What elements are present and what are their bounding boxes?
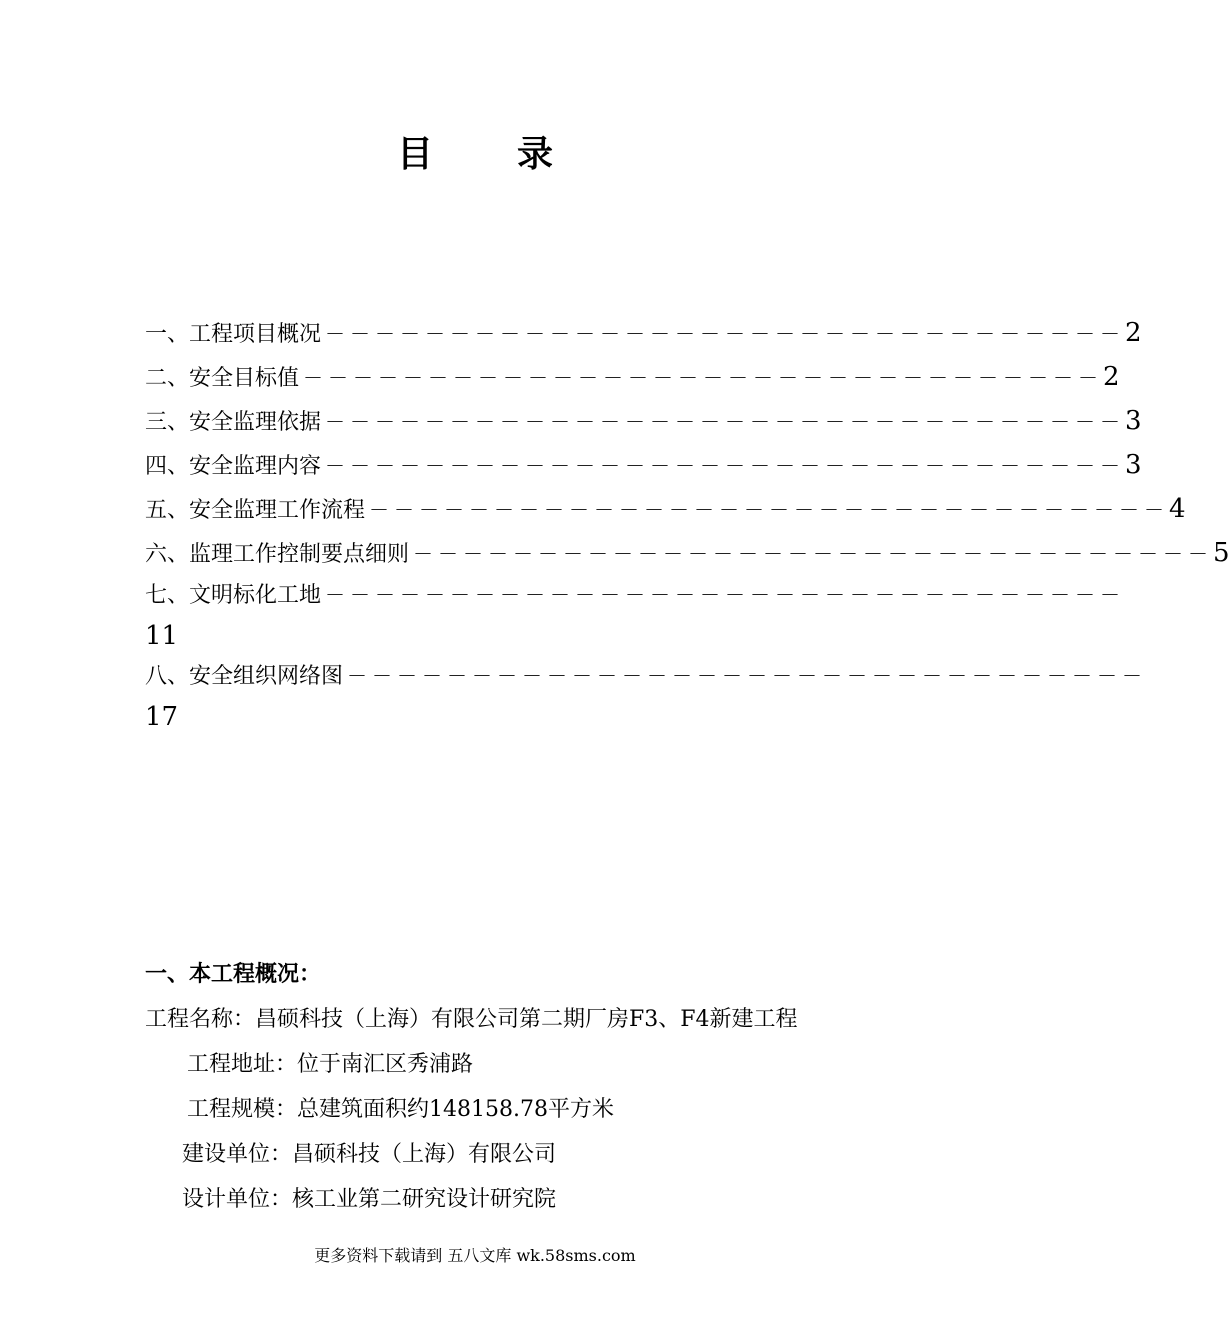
- toc-entry-leader: －－－－－－－－－－－－－－－－－－－－－－－－－－－－－－－－: [369, 498, 1170, 522]
- toc-entry-label: 一、工程项目概况: [145, 322, 322, 347]
- project-scale-line: 工程规模：总建筑面积约148158.78平方米: [187, 1097, 614, 1122]
- toc-entry-label: 二、安全目标值: [145, 366, 300, 391]
- toc-entry[interactable]: [145, 356, 1120, 400]
- toc-entry[interactable]: [145, 576, 1126, 615]
- toc-entry-label: 三、安全监理依据: [145, 410, 322, 435]
- toc-entry[interactable]: [145, 400, 1142, 444]
- toc-entry-leader: －－－－－－－－－－－－－－－－－－－－－－－－－－－－－－－－: [325, 322, 1126, 346]
- toc-entry-page: 3: [1125, 406, 1142, 436]
- designer-line: 设计单位：核工业第二研究设计研究院: [182, 1187, 557, 1212]
- toc-title: [0, 126, 950, 177]
- toc-entry-label: 七、文明标化工地: [145, 583, 322, 608]
- toc-entry-leader: －－－－－－－－－－－－－－－－－－－－－－－－－－－－－－－－: [347, 664, 1148, 688]
- toc-entry-leader: －－－－－－－－－－－－－－－－－－－－－－－－－－－－－－－－: [303, 366, 1104, 390]
- toc-entry-leader: －－－－－－－－－－－－－－－－－－－－－－－－－－－－－－－－: [413, 542, 1214, 566]
- toc-title-char-1: 目: [396, 133, 433, 175]
- client-line: 建设单位：昌硕科技（上海）有限公司: [182, 1142, 557, 1167]
- toc-entry-label: 六、监理工作控制要点细则: [145, 542, 410, 567]
- toc-title-char-2: 录: [517, 133, 554, 175]
- toc-entry-leader: －－－－－－－－－－－－－－－－－－－－－－－－－－－－－－－－: [325, 454, 1126, 478]
- toc-entry-page: 4: [1169, 494, 1186, 524]
- toc-entry[interactable]: [145, 488, 1186, 532]
- toc-entry-page: 3: [1125, 450, 1142, 480]
- toc-entry-page: 11: [145, 621, 179, 651]
- toc-entry-leader: －－－－－－－－－－－－－－－－－－－－－－－－－－－－－－－－: [325, 410, 1126, 434]
- toc-entry[interactable]: [145, 657, 1148, 696]
- project-address-line: 工程地址：位于南汇区秀浦路: [187, 1052, 474, 1077]
- project-overview-section: [145, 952, 825, 1222]
- toc-entry-label: 八、安全组织网络图: [145, 664, 344, 689]
- page-footer: 更多资料下载请到 五八文库 wk.58sms.com: [314, 1246, 636, 1265]
- toc-entry-page: 2: [1125, 318, 1142, 348]
- toc-entry-leader: －－－－－－－－－－－－－－－－－－－－－－－－－－－－－－－－: [325, 583, 1126, 607]
- toc-entry-label: 五、安全监理工作流程: [145, 498, 366, 523]
- project-name-line: 工程名称：昌硕科技（上海）有限公司第二期厂房F3、F4新建工程: [145, 1007, 798, 1032]
- section-heading: 一、本工程概况：: [145, 961, 322, 987]
- toc-entry[interactable]: [145, 312, 1142, 356]
- toc-entry-page: 5: [1213, 538, 1230, 568]
- toc-entry-page: 17: [145, 702, 179, 732]
- toc-entry-label: 四、安全监理内容: [145, 454, 322, 479]
- toc-entry[interactable]: [145, 532, 1230, 576]
- table-of-contents: [145, 312, 1230, 738]
- toc-entry-page: 2: [1103, 362, 1120, 392]
- toc-entry[interactable]: [145, 444, 1142, 488]
